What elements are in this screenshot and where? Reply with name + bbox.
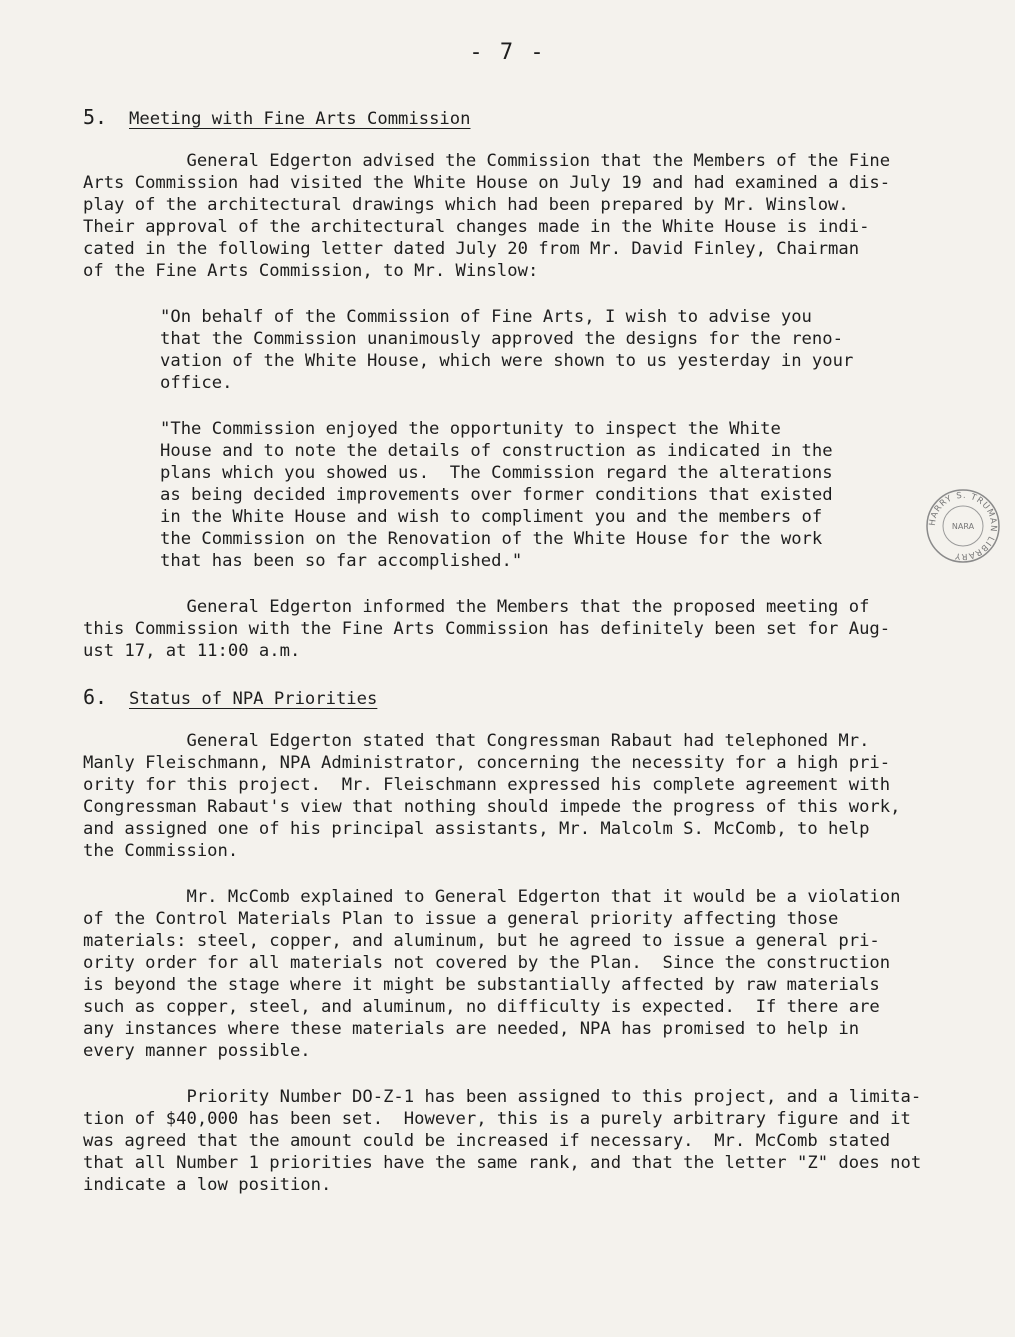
quoted-letter-paragraph (83, 418, 963, 572)
text-line: Congressman Rabaut's view that nothing should impede the progress of this work, (83, 797, 901, 817)
text-line: Mr. McComb explained to General Edgerton that it would be a violation (83, 887, 901, 907)
page-number: - 7 - (469, 40, 546, 65)
text-line: the Commission. (83, 841, 239, 861)
text-line: indicate a low position. (83, 1175, 332, 1195)
text-line: was agreed that the amount could be increased if necessary. Mr. McComb stated (83, 1131, 891, 1151)
text-line: in the White House and wish to compliment you and the members of (160, 507, 823, 527)
section-number: 6. (83, 685, 108, 709)
body-paragraph (83, 730, 963, 862)
section-title: Status of NPA Priorities (129, 689, 378, 709)
text-line: plans which you showed us. The Commission regard the alterations (160, 463, 833, 483)
text-line: vation of the White House, which were shown to us yesterday in your (160, 351, 854, 371)
text-line: every manner possible. (83, 1041, 311, 1061)
body-paragraph (83, 1086, 963, 1196)
section-title: Meeting with Fine Arts Commission (129, 109, 471, 129)
body-paragraph (83, 596, 963, 662)
text-line: and assigned one of his principal assistants, Mr. Malcolm S. McComb, to help (83, 819, 870, 839)
text-line: that the Commission unanimously approved the designs for the reno- (160, 329, 843, 349)
text-line: such as copper, steel, and aluminum, no difficulty is expected. If there are (83, 997, 880, 1017)
section-heading (83, 686, 963, 710)
text-line: Their approval of the architectural changes made in the White House is indi- (83, 217, 870, 237)
svg-text:NARA: NARA (951, 522, 975, 531)
text-line: any instances where these materials are needed, NPA has promised to help in (83, 1019, 860, 1039)
text-line: cated in the following letter dated July 20 from Mr. David Finley, Chairman (83, 239, 860, 259)
text-line: materials: steel, copper, and aluminum, but he agreed to issue a general pri- (83, 931, 880, 951)
section-number: 5. (83, 105, 108, 129)
text-line: office. (160, 373, 233, 393)
text-line: is beyond the stage where it might be substantially affected by raw materials (83, 975, 880, 995)
text-line: that has been so far accomplished." (160, 551, 523, 571)
text-line: play of the architectural drawings which had been prepared by Mr. Winslow. (83, 195, 849, 215)
text-line: General Edgerton advised the Commission that the Members of the Fine (83, 151, 891, 171)
text-line: this Commission with the Fine Arts Commission has definitely been set for Aug- (83, 619, 891, 639)
section-heading (83, 106, 963, 130)
text-line: General Edgerton stated that Congressman Rabaut had telephoned Mr. (83, 731, 870, 751)
text-line: "On behalf of the Commission of Fine Arts, I wish to advise you (160, 307, 812, 327)
text-line: of the Control Materials Plan to issue a general priority affecting those (83, 909, 839, 929)
text-line: General Edgerton informed the Members that the proposed meeting of (83, 597, 870, 617)
text-line: Priority Number DO-Z-1 has been assigned to this project, and a limita- (83, 1087, 922, 1107)
text-line: "The Commission enjoyed the opportunity to inspect the White (160, 419, 781, 439)
text-line: ority order for all materials not covered by the Plan. Since the construction (83, 953, 891, 973)
text-line: ority for this project. Mr. Fleischmann expressed his complete agreement with (83, 775, 891, 795)
svg-text:HARRY S. TRUMAN LIBRARY: HARRY S. TRUMAN LIBRARY (927, 490, 999, 562)
document-body (83, 106, 963, 1196)
text-line: of the Fine Arts Commission, to Mr. Winslow: (83, 261, 539, 281)
text-line: that all Number 1 priorities have the same rank, and that the letter "Z" does not (83, 1153, 922, 1173)
body-paragraph (83, 150, 963, 282)
text-line: tion of $40,000 has been set. However, this is a purely arbitrary figure and it (83, 1109, 911, 1129)
text-line: Manly Fleischmann, NPA Administrator, concerning the necessity for a high pri- (83, 753, 891, 773)
library-stamp-icon (924, 487, 1002, 565)
quoted-letter-paragraph (83, 306, 963, 394)
text-line: House and to note the details of construction as indicated in the (160, 441, 833, 461)
text-line: the Commission on the Renovation of the White House for the work (160, 529, 823, 549)
text-line: as being decided improvements over former conditions that existed (160, 485, 833, 505)
text-line: Arts Commission had visited the White House on July 19 and had examined a dis- (83, 173, 891, 193)
text-line: ust 17, at 11:00 a.m. (83, 641, 301, 661)
body-paragraph (83, 886, 963, 1062)
